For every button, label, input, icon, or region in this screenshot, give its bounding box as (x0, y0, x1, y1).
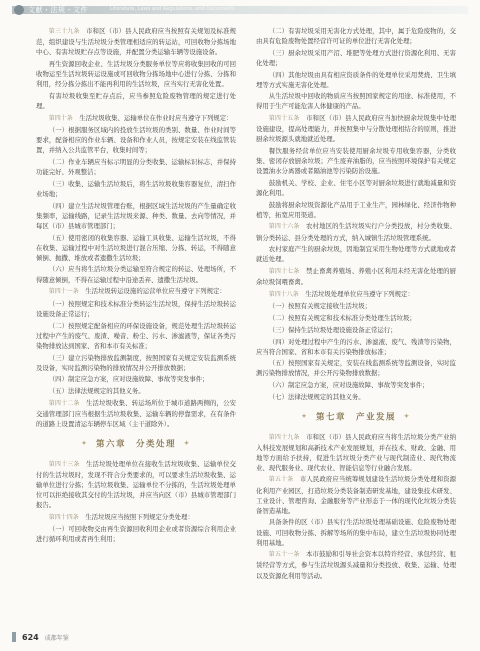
page-header (0, 0, 480, 20)
article-number: 第四十六条 (268, 223, 300, 231)
paragraph-text: （一）按照规定和技术标准分类转运生活垃圾，保持生活垃圾转运设施设备正常运行； (36, 299, 236, 318)
paragraph (36, 286, 236, 297)
paragraph (36, 321, 236, 351)
paragraph (256, 301, 456, 311)
paragraph (36, 157, 236, 177)
paragraph-text: （一）按照有关规定接收生活垃圾； (268, 302, 372, 311)
paragraph (256, 244, 456, 264)
article-number: 第四十八条 (268, 290, 299, 298)
publication-name: 成都年鉴 (44, 634, 69, 642)
paragraph (36, 26, 236, 57)
header-section-title: 文献・法规・文件 (28, 6, 88, 14)
paragraph-text: 生活垃圾处理单位应当遵守下列规定： (305, 289, 414, 298)
article-number: 第三十九条 (48, 28, 80, 35)
paragraph (256, 200, 456, 220)
paragraph-text: 具备条件的区（市）县实行生活垃圾处理基础设施、危险废物处理设施、可回收物分拣、拆解等场所的集中布局，建立生活垃圾协同处理利用基地。 (256, 518, 456, 547)
paragraph-text: （七）法律法规规定的其他义务。 (268, 392, 365, 401)
paragraph-text: 本市鼓励和引导社会资本以特许经营、承包经营、租赁经营等方式，参与生活垃圾源头减量和分类投放、收集、运输、处理以及资源化利用等活动。 (256, 550, 456, 580)
paragraph-text: （三）厨余垃圾采用产沼、堆肥等处理方式进行资源化利用、无害化处理； (256, 48, 456, 67)
chapter-heading (256, 412, 456, 423)
paragraph-text: 鼓励将厨余垃圾资源化产品用于工业生产，园林绿化、经济作物种植等，拓宽应用渠道。 (256, 200, 456, 219)
paragraph (36, 374, 236, 384)
footer-mark (12, 632, 16, 642)
paragraph-text: 有害垃圾收集至贮存点后，应当参照危险废物管理的规定进行处理。 (36, 91, 236, 110)
paragraph-text: 鼓励机关、学校、企业、住宅小区等对厨余垃圾进行就地减量和资源化利用。 (256, 178, 456, 197)
paragraph (36, 299, 236, 319)
paragraph-text: （四）建立生活垃圾管理台账，根据区域生活垃圾的产生量确定收集频率，运输线路，记录生活垃圾来源、种类、数量、去向等情况，并每区（市）县城市管理部门； (36, 201, 236, 230)
paragraph (36, 524, 236, 544)
article-number: 第五十一条 (268, 551, 300, 559)
paragraph-text: 农村家庭产生的厨余垃圾，因地制宜采用生物处理等方式就地或者就近处理。 (256, 245, 456, 264)
paragraph-text: 从生活垃圾中回收的物质应当按照国家规定的用途、标准使用，不得用于生产可能危害人体健康的产品。 (256, 92, 456, 111)
right-column (256, 26, 456, 582)
paragraph-text: （五）按照国家有关规定，安装在线监测系统等监测设备，实时监测污染物排放情况，并公开污染物排放数据； (256, 359, 456, 378)
article-number: 第四十五条 (268, 115, 300, 123)
page-footer (12, 629, 69, 645)
ornament-icon: ✦ (404, 412, 411, 420)
ornament-icon: ✦ (184, 439, 191, 447)
paragraph-text: 禁止畜禽养殖场、养殖小区利用未经无害化处理的厨余垃圾饲喂畜禽。 (256, 267, 456, 287)
article-number: 第四十九条 (268, 433, 300, 441)
paragraph-text: 市和区（市）县人民政府应当按照有关规划及标准规范，组织建设与生活垃圾分类管理相适应的转运站，可回收物分拣场地中心、有害垃圾贮存点等设施，并配置分类运输车辆等设施设备。 (36, 27, 236, 57)
paragraph (256, 146, 456, 176)
chapter-title: 第六章 分类处理 (95, 439, 176, 450)
chapter-title: 第七章 产业发展 (315, 412, 396, 423)
article-number: 第四十四条 (48, 513, 79, 521)
article-number: 第四十一条 (48, 288, 79, 296)
article-number: 第四十二条 (48, 399, 80, 407)
paragraph (256, 289, 456, 300)
left-column (36, 26, 236, 546)
paragraph-text: （六）应当将生活垃圾分类运输至符合规定的转运、处理场所，不得随意倾倒，不得在运输过程中沿途丢弃、遗撒生活垃圾。 (36, 265, 236, 284)
paragraph (36, 125, 236, 155)
paragraph-text: （二）作业车辆应当标示明显的分类收集、运输标识标志，并保持功能完好、外观整洁； (36, 158, 236, 177)
paragraph (256, 358, 456, 378)
paragraph (256, 91, 456, 111)
article-number: 第五十条 (268, 476, 294, 484)
paragraph (256, 313, 456, 323)
paragraph (256, 337, 456, 357)
paragraph-text: （二）按照规定配备相应的环保设施设备，规范处理生活垃圾转运过程中产生的废气、废渣、噪音、粉尘、污水、渗滤液等，保证各类污染物排放达到国家、省和本市有关标准； (36, 321, 236, 350)
paragraph (256, 432, 456, 473)
paragraph (36, 113, 236, 124)
paragraph (256, 517, 456, 547)
paragraph (36, 353, 236, 373)
paragraph-text: （二）按照有关规定和技术标准分类处理生活垃圾； (268, 314, 416, 323)
paragraph-text: （一）根据服务区域内的投放生活垃圾的类别、数量、作业时间等要求，配备相应的作业车辆、设备和作业人员，按规定安装在线监管装置，并纳入公共监管平台，收集时间等； (36, 126, 236, 155)
paragraph-text: （三）建立污染物排放监测制度，按照国家有关规定安装监测系统及设备，实时监测污染物的排放情况并公开排放数据； (36, 353, 236, 372)
paragraph-text: （三）保持生活垃圾处理设施设备正常运行； (268, 325, 397, 334)
paragraph-text: 生活垃圾处理单位在接收生活垃圾收集、运输单位交付的生活垃圾时，发现不符合分类要求的，可以要求生活垃圾收集、运输单位进行分拣；生活垃圾收集、运输单位不分拣的，生活垃圾处理单位可以拒绝接收其交付的生活垃圾，并应当向区（市）县城市管理部门报告。 (36, 459, 236, 509)
paragraph (36, 91, 236, 111)
article-number: 第四十三条 (48, 460, 80, 468)
paragraph (256, 549, 456, 580)
paragraph-text: 生活垃圾收集、运输单位在作业时应当遵守下列规定： (79, 113, 233, 122)
paragraph-text: 餐饮服务经营单位应当安装使用厨余垃圾专用收集容器，分类收集、密闭存放厨余垃圾；产生废弃油脂的，应当按照环境保护有关规定设置油水分离器或者隔油池等污染防治设施。 (256, 147, 456, 176)
paragraph-text: （四）对处理过程中产生的污水、渗滤液、废气、残渣等污染物，应当符合国家、省和本市有关污染物排放标准； (256, 337, 456, 356)
paragraph-text: （二）有害垃圾采用无害化方式处理，其中，属于危险废物的，交由具有危险废物处置经营许可证的单位进行无害化处理； (256, 27, 456, 46)
paragraph (36, 233, 236, 263)
header-logo-icon (14, 5, 24, 15)
paragraph-text: （五）使用密闭的收集容器、运输工具收集、运输生活垃圾，不得在收集、运输过程中对生活垃圾进行混合压缩、分拣、转运，不得随意倾倒、抛撒、堆放或者遗撒生活垃圾； (36, 233, 236, 262)
paragraph (256, 325, 456, 335)
paragraph (256, 266, 456, 287)
paragraph-text: 生活垃圾转运设施的运营单位应当遵守下列规定： (85, 287, 226, 296)
article-number: 第四十七条 (268, 268, 300, 275)
paragraph (36, 59, 236, 89)
paragraph (256, 48, 456, 68)
paragraph-text: 农村地区的生活垃圾实行户分类投放，村分类收集、镇分类转运、县分类处理的方式，纳入城镇生活垃圾管理系统。 (256, 222, 456, 242)
paragraph (36, 512, 236, 523)
paragraph (256, 70, 456, 90)
paragraph (256, 113, 456, 144)
paragraph (36, 386, 236, 396)
paragraph-text: （六）制定应急方案，应对设施故障、事故等突发事件； (268, 381, 429, 390)
paragraph-text: （四）其他垃圾由具有相应资质条件的处理单位采用焚烧、卫生填埋等方式实施无害化处理。 (256, 70, 456, 89)
header-section-subtitle: Literature, Laws and Regulations, and Documents (110, 6, 235, 12)
paragraph (256, 221, 456, 242)
paragraph (256, 380, 456, 390)
paragraph-text: （三）收集、运输生活垃圾后，将生活垃圾收集容器复位，清扫作业场地； (36, 179, 236, 198)
paragraph (256, 26, 456, 46)
paragraph-text: 再生资源回收企业、生活垃圾分类服务单位等应将收集回收的可回收物运至生活垃圾转运设施或可回收物分拣场地中心进行分拣、分拣和利用，经分拣分拣出不能再利用的生活垃圾，应当实行无害化处置。 (36, 59, 236, 89)
paragraph-text: 市人民政府应当统筹规划建设生活垃圾分类处理和资源化利用产业园区，打造垃圾分类装备制造研发基地，建设集技术研发、工业设计、管理咨询、金融服务等产业形态于一体的现代化垃圾分类装备智造基地。 (256, 475, 456, 515)
ornament-icon: ✦ (81, 439, 88, 447)
paragraph (36, 459, 236, 510)
paragraph-text: 生活垃圾应当按照下列规定分类处理： (85, 512, 194, 521)
paragraph-text: （四）制定应急方案，应对设施故障、事故等突发事件； (48, 375, 209, 384)
paragraph (36, 398, 236, 429)
paragraph-text: 生活垃圾收集、转运场所位于城市道路两侧的，公安交通管理部门应当根据生活垃圾收集、运输车辆的停靠需求，在有条件的道路上设置清运车辆停车区域（主干道除外）。 (36, 398, 236, 428)
paragraph (36, 201, 236, 231)
ornament-icon: ✦ (301, 412, 308, 420)
paragraph-text: 市和区（市）县人民政府应当将生活垃圾分类产业纳入科技发展规划和高新技术产业发展规划，并在技术、财政、金融、用地等方面给予扶持，促进生活垃圾分类产业与现代制造业、现代物流业、现代服务业、现代农业、智能信息等行业融合发展。 (256, 432, 456, 472)
paragraph (256, 474, 456, 515)
paragraph (36, 179, 236, 199)
article-number: 第四十条 (48, 114, 73, 122)
paragraph (36, 264, 236, 284)
paragraph-text: 市和区（市）县人民政府应当加快厨余垃圾集中处理设施建设，提高处理能力，并按照集中与分散处理相结合的原则，推进厨余垃圾源头就地就近处理。 (256, 114, 456, 144)
paragraph-text: （五）法律法规规定的其他义务。 (48, 387, 145, 395)
page-number: 624 (22, 632, 39, 642)
paragraph (256, 178, 456, 198)
paragraph-text: （一）可回收物交由再生资源回收利用企业或者资源综合利用企业进行循环利用或者再生利用； (36, 525, 236, 544)
paragraph (256, 392, 456, 402)
chapter-heading (36, 439, 236, 450)
